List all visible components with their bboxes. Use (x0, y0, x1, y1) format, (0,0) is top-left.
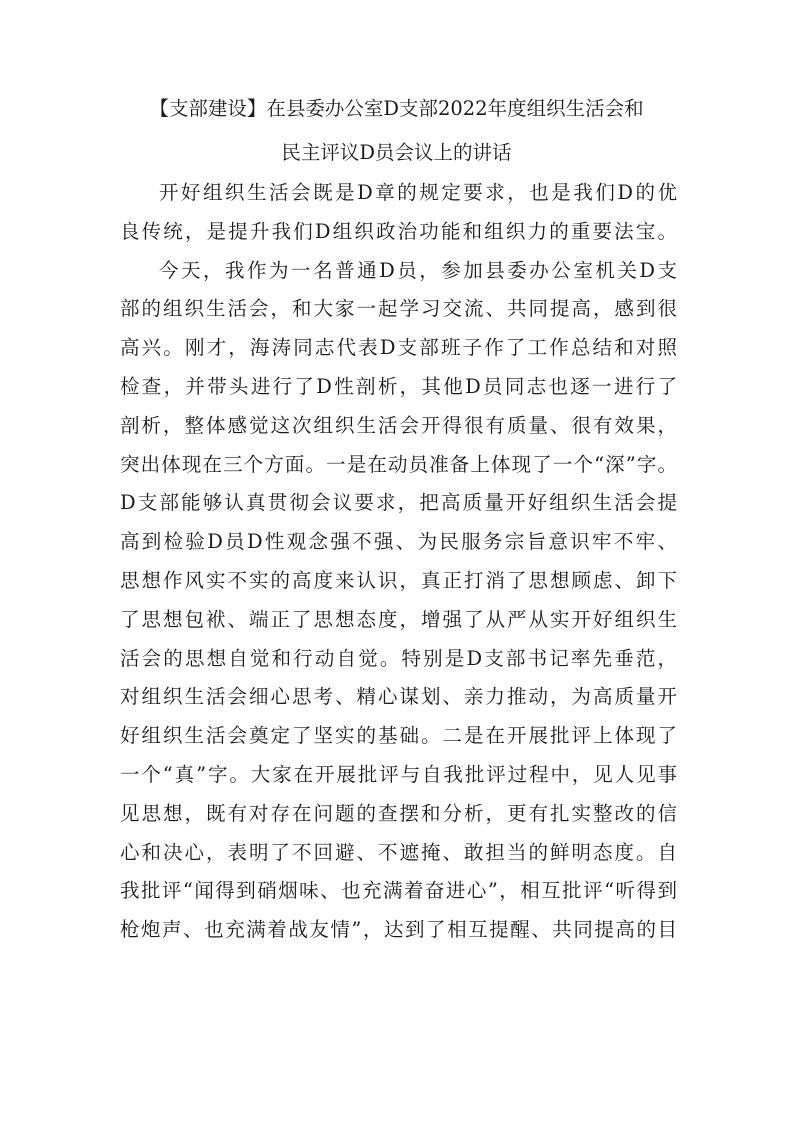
body-line: 开好组织生活会既是D章的规定要求，也是我们D的优 (159, 181, 677, 204)
body-line: 思想作风实不实的高度来认识，真正打消了思想顾虑、卸下 (120, 568, 677, 592)
body-line: 一个“真”字。大家在开展批评与自我批评过程中，见人见事 (120, 762, 677, 786)
body-line: 我批评“闻得到硝烟味、也充满着奋进心”，相互批评“听得到 (120, 879, 677, 903)
body-line: 良传统，是提升我们D组织政治功能和组织力的重要法宝。 (120, 219, 677, 243)
body-line: 剖析，整体感觉这次组织生活会开得很有质量、很有效果， (120, 413, 677, 437)
body-line: 部的组织生活会，和大家一起学习交流、共同提高，感到很 (120, 297, 677, 321)
body-line: 检查，并带头进行了D性剖析，其他D员同志也逐一进行了 (120, 374, 677, 398)
body-line: 高到检验D员D性观念强不强、为民服务宗旨意识牢不牢、 (120, 530, 677, 554)
body-line: 心和决心，表明了不回避、不遮掩、敢担当的鲜明态度。自 (120, 840, 677, 864)
body-line: 好组织生活会奠定了坚实的基础。二是在开展批评上体现了 (120, 724, 677, 748)
body-line: 了思想包袱、端正了思想态度，增强了从严从实开好组织生 (120, 607, 677, 631)
body-line: 见思想，既有对存在问题的查摆和分析，更有扎实整改的信 (120, 801, 677, 825)
body-line: 对组织生活会细心思考、精心谋划、亲力推动，为高质量开 (120, 685, 677, 709)
body-line: D支部能够认真贯彻会议要求，把高质量开好组织生活会提 (120, 491, 677, 515)
body-line: 突出体现在三个方面。一是在动员准备上体现了一个“深”字。 (120, 452, 677, 476)
title-line-2: 民主评议D员会议上的讲话 (281, 141, 512, 164)
body-line: 枪炮声、也充满着战友情”，达到了相互提醒、共同提高的目 (120, 918, 677, 942)
body-line: 高兴。刚才，海涛同志代表D支部班子作了工作总结和对照 (120, 336, 677, 360)
body-line: 今天，我作为一名普通D员，参加县委办公室机关D支 (159, 258, 677, 282)
body-line: 活会的思想自觉和行动自觉。特别是D支部书记率先垂范， (120, 646, 677, 670)
body-text (120, 178, 677, 954)
title-line-1: 【支部建设】在县委办公室D支部2022年度组织生活会和 (149, 97, 644, 120)
